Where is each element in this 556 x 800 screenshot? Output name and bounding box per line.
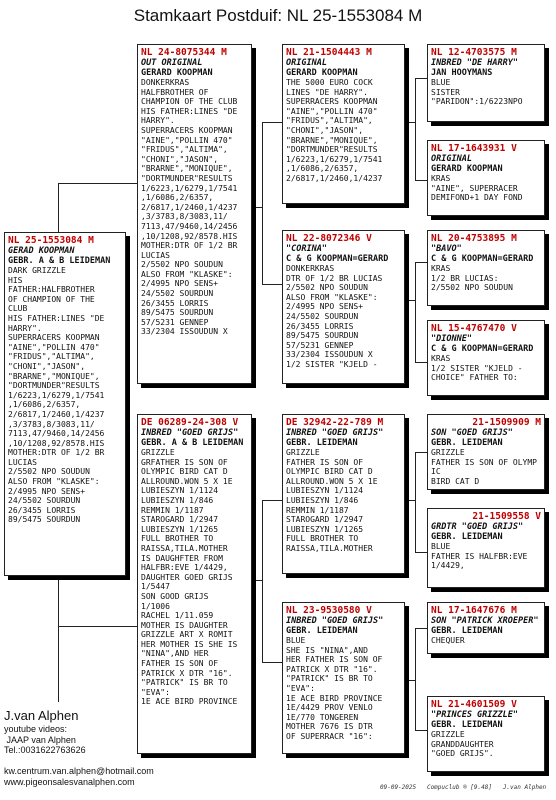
page-title: Stamkaart Postduif: NL 25-1553084 M (133, 6, 423, 25)
pigeon-name: ORIGINAL (431, 154, 472, 164)
owner-name: GEBR. A & B LEIDEMAN (8, 256, 111, 266)
dam-sire-dam-card (427, 508, 545, 588)
dam-dam-sire-card (427, 602, 545, 654)
dam-dam-card (282, 602, 405, 754)
pigeon-description: KRAS 1/2 SISTER "KJELD - CHOICE" FATHER TO: (431, 354, 523, 383)
phone-number: Tel.:0031622763626 (4, 745, 86, 755)
connector-line (405, 300, 415, 301)
dam-sire-sire-card (427, 414, 545, 490)
pigeon-description: DARK GRIZZLE HIS FATHER:HALFBROTHER OF CHAMPION OF THE CLUB HIS FATHER:LINES "DE HARRY". SUPERRACERS KOOPMAN "AINE","POLLIN 470" "FRIDUS","ALTIMA", "CHONI","JASON", "BRARNE","MONIQUE", "DORTMUNDER"RESULTS 1/6223,1/6279,1/7541 ,1/6086,2/6357, 2/6817,1/2460,1/4237 ,3/3783,8/3083,11/ 7113,47/9460,14/2456 ,10/1208,92/8578.HIS MOTHER:DTR OF 1/2 BR LUCIAS 2/5502 NPO SOUDUN ALSO FROM "KLASKE": 2/4995 NPO SENS+ 24/5502 SOURDUN 26/3455 LORRIS 89/5475 SOURDUN (8, 266, 105, 525)
sire-dam-card (282, 230, 405, 384)
pigeon-description: GRIZZLE GRFATHER IS SON OF OLYMPIC BIRD CAT D ALLROUND.WON 5 X 1E LUBIESZYN 1/1124 LUBIESZYN 1/846 REMMIN 1/1187 STAROGARD 1/2947 LUBIESZYN 1/1265 FULL BROTHER TO RAISSA,TILA.MOTHER IS DAUGHFTER FROM HALFBR:EVE 1/4429, DAUGHTER GOED GRIJS 1/5447 SON GOOD GRIJS 1/1006 RACHEL 1/11.059 MOTHER IS DAUGHTER GRIZZLE ART X ROMIT HER MOTHER IS SHE IS "NINA",AND HER FATHER IS SON OF PATRICK X DTR "16". "PATRICK" IS BR TO "EVA": 1E ACE BIRD PROVINCE (141, 448, 238, 707)
connector-line (415, 628, 427, 629)
ring-number: NL 23-9530580 V (286, 605, 372, 616)
owner-name: GERARD KOOPMAN (431, 164, 503, 174)
connector-line (415, 452, 416, 552)
owner-name: C & G KOOPMAN=GERARD (431, 344, 534, 354)
dam-card (137, 414, 252, 754)
ring-number: DE 06289-24-308 V (141, 417, 239, 428)
pigeon-description: CHEQUER (431, 636, 465, 645)
pigeon-description: GRIZZLE FATHER IS SON OF OLYMPIC BIRD CAT D (431, 448, 537, 486)
breeder-name: J.van Alphen (4, 708, 79, 723)
ring-number: NL 17-1647676 M (431, 605, 517, 616)
connector-line (58, 626, 138, 627)
owner-name: GEBR. LEIDEMAN (431, 626, 503, 636)
sire-dam-sire-card (427, 230, 545, 306)
pigeon-description: THE 5000 EURO COCK LINES "DE HARRY". SUPERRACERS KOOPMAN "AINE","POLLIN 470" "FRIDUS","ALTIMA", "CHONI","JASON", "BRARNE","MONIQUE", "DORTMUNDER"RESULTS 1/6223,1/6279,1/7541 ,1/6086,2/6357, 2/6817,1/2460,1/4237 (286, 78, 383, 183)
connector-line (415, 628, 416, 730)
connector-line (262, 500, 263, 662)
ring-number: NL 21-4601509 V (431, 699, 517, 710)
pigeon-description: DONKERKRAS HALFBROTHER OF CHAMPION OF THE CLUB HIS FATHER:LINES "DE HARRY". SUPERRACERS KOOPMAN "AINE","POLLIN 470" "FRIDUS","ALTIMA", "CHONI","JASON", "BRARNE","MONIQUE", "DORTMUNDER"RESULTS 1/6223,1/6279,1/7541 ,1/6086,2/6357, 2/6817,1/2460,1/4237 ,3/3783,8/3083,11/ 7113,47/9460,14/2456 ,10/1208,92/8578.HIS MOTHER:DTR OF 1/2 BR LUCIAS 2/5502 NPO SOUDUN ALSO FROM "KLASKE": 2/4995 NPO SENS+ 24/5502 SOURDUN 26/3455 LORRIS 89/5475 SOURDUN 57/5231 GENNEP 33/2304 ISSOUDUN X (141, 78, 238, 337)
pigeon-name: OUT ORIGINAL (141, 58, 203, 68)
connector-line (262, 122, 263, 284)
owner-name: GEBR. LEIDEMAN (286, 626, 358, 636)
connector-line (415, 362, 427, 363)
connector-line (415, 262, 416, 362)
owner-name: GERARD KOOPMAN (141, 68, 213, 78)
pigeon-description: BLUE SISTER "PARIDON":1/6223NPO (431, 78, 523, 107)
ring-number: NL 17-1643931 V (431, 143, 517, 154)
ring-number: NL 24-8075344 M (141, 47, 227, 58)
ring-number: NL 20-4753895 M (431, 233, 517, 244)
connector-line (252, 580, 262, 581)
connector-line (262, 500, 282, 501)
owner-name: JAN HOOYMANS (431, 68, 493, 78)
connector-line (415, 78, 416, 180)
connector-line (415, 78, 427, 79)
owner-name: GERARD KOOPMAN (286, 68, 358, 78)
pigeon-description: KRAS 1/2 BR LUCIAS: 2/5502 NPO SOUDUN (431, 264, 513, 293)
owner-name: GEBR. LEIDEMAN (286, 438, 358, 448)
pigeon-description: BLUE SHE IS "NINA",AND HER FATHER IS SON OF PATRICK X DTR "16". "PATRICK" IS BR TO "EVA": 1E ACE BIRD PROVINCE 1E/4429 PROV VENLO 1E/770 TONGEREN MOTHER 7676 IS DTR OF SUPERRACR "16": (286, 636, 383, 741)
sire-card (137, 44, 252, 384)
pigeon-name: "DIONNE" (431, 334, 472, 344)
ring-number: 21-1509558 V (472, 511, 541, 522)
pigeon-name: ORIGINAL (286, 58, 327, 68)
sire-sire-dam-card (427, 140, 545, 216)
contact-info (4, 724, 86, 756)
connector-line (415, 730, 427, 731)
connector-line (58, 576, 59, 702)
pigeon-name: INBRED "GOED GRIJS" (286, 428, 384, 438)
youtube-channel: JAAP van Alphen (4, 734, 76, 745)
owner-name: GEBR. LEIDEMAN (431, 532, 503, 542)
pigeon-description: GRIZZLE FATHER IS SON OF OLYMPIC BIRD CAT D ALLROUND.WON 5 X 1E LUBIESZYN 1/1124 LUBIESZYN 1/846 REMMIN 1/1187 STAROGARD 1/2947 LUBIESZYN 1/1265 FULL BROTHER TO RAISSA,TILA.MOTHER (286, 448, 378, 553)
connector-line (415, 180, 427, 181)
subject-card (4, 232, 126, 576)
pigeon-name: "BAVO" (431, 244, 462, 254)
ring-number: NL 25-1553084 M (8, 235, 94, 246)
connector-line (405, 122, 415, 123)
connector-line (262, 662, 282, 663)
print-meta: 09-09-2025 Compuclub ® [9.48] J.van Alphen (380, 784, 547, 791)
sire-sire-sire-card (427, 44, 545, 122)
connector-line (405, 500, 415, 501)
pigeon-name: INBRED "GOED GRIJS" (141, 428, 239, 438)
connector-line (262, 122, 282, 123)
web-contact (4, 766, 154, 787)
pigeon-description: DONKERKRAS DTR OF 1/2 BR LUCIAS 2/5502 NPO SOUDUN ALSO FROM "KLASKE": 2/4995 NPO SENS+ 24/5502 SOURDUN 26/3455 LORRIS 89/5475 SOURDUN 57/5231 GENNEP 33/2304 ISSOUDUN X 1/2 SISTER "KJELD - (286, 264, 383, 369)
owner-name: C & G KOOPMAN=GERARD (286, 254, 389, 264)
ring-number: DE 32942-22-789 M (286, 417, 384, 428)
owner-name: C & G KOOPMAN=GERARD (431, 254, 534, 264)
sire-dam-dam-card (427, 320, 545, 396)
pigeon-name: "CORINA" (286, 244, 327, 254)
connector-line (262, 284, 282, 285)
owner-name: GEBR. A & B LEIDEMAN (141, 438, 244, 448)
ring-number: NL 21-1504443 M (286, 47, 372, 58)
connector-line (252, 207, 262, 208)
pigeon-name: SON "GOED GRIJS" (431, 428, 513, 438)
ring-number: NL 15-4767470 V (431, 323, 517, 334)
pigeon-description: BLUE FATHER IS HALFBR:EVE 1/4429, (431, 542, 528, 571)
connector-line (415, 262, 427, 263)
pigeon-name: INBRED "GOED GRIJS" (286, 616, 384, 626)
owner-name: GEBR. LEIDEMAN (431, 438, 503, 448)
connector-line (58, 183, 59, 232)
ring-number: NL 12-4703575 M (431, 47, 517, 58)
connector-line (415, 552, 427, 553)
connector-line (58, 183, 138, 184)
pigeon-name: "PRINCES GRIZZLE" (431, 710, 518, 720)
dam-dam-dam-card (427, 696, 545, 772)
email-address: kw.centrum.van.alphen@hotmail.com (4, 766, 154, 776)
pigeon-name: GERAD KOOPMAN (8, 246, 75, 256)
pigeon-name: SON "PATRICK XROEPER" (431, 616, 539, 626)
owner-name: GEBR. LEIDEMAN (431, 720, 503, 730)
pigeon-description: KRAS "AINE", SUPERRACER DEMIFOND+1 DAY FOND (431, 174, 523, 203)
dam-sire-card (282, 414, 405, 574)
youtube-label: youtube videos: (4, 724, 68, 734)
connector-line (415, 452, 427, 453)
website-url: www.pigeonsalesvanalphen.com (4, 776, 135, 787)
connector-line (405, 680, 415, 681)
pigeon-name: INBRED "DE HARRY" (431, 58, 518, 68)
pigeon-description: GRIZZLE GRANDDAUGHTER "GOED GRIJS". (431, 730, 494, 759)
pigeon-name: GRDTR "GOED GRIJS" (431, 522, 524, 532)
ring-number: 21-1509909 M (472, 417, 541, 428)
sire-sire-card (282, 44, 405, 204)
ring-number: NL 22-8072346 V (286, 233, 372, 244)
